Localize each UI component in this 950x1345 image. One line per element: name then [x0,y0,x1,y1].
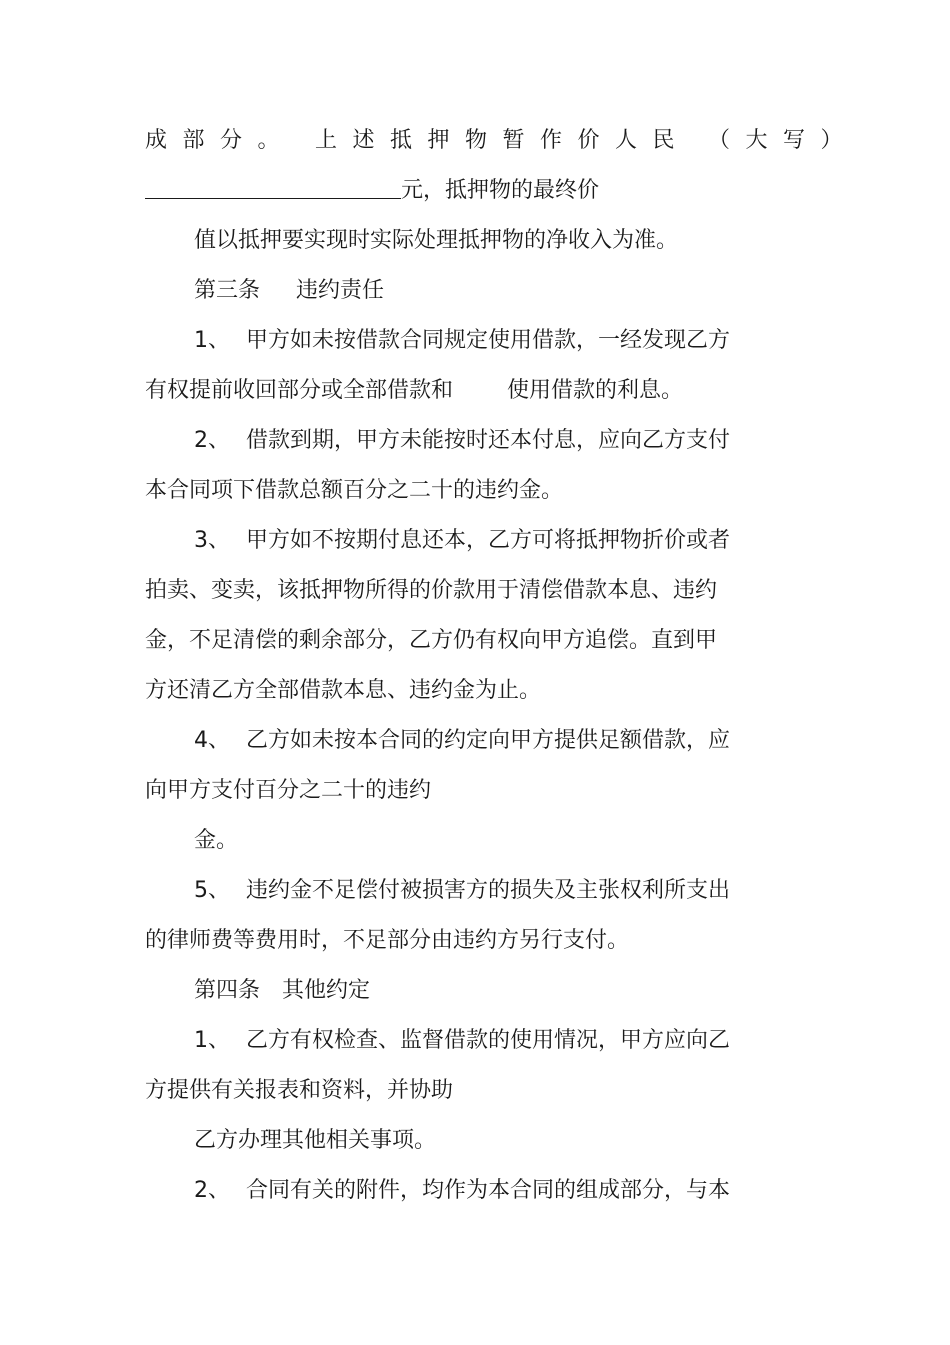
text-line-21 [194,1126,436,1156]
text-segment: 金，不足清偿的剩余部分，乙方仍有权向甲方追偿。直到甲 [145,628,718,653]
clause-4-1 [194,1026,730,1056]
text-line-1 [145,126,858,156]
clause-number: 3、 [194,528,230,553]
text-segment: 方还清乙方全部借款本息、违约金为止。 [145,678,542,703]
text-segment: 借款到期，甲方未能按时还本付息，应向乙方支付 [246,428,731,453]
clause-number: 1、 [194,328,230,353]
text-segment: 乙方有权检查、监督借款的使用情况，甲方应向乙 [246,1028,731,1053]
text-segment: 值以抵押要实现时实际处理抵押物的净收入为准。 [194,228,679,253]
clause-number: 4、 [194,728,230,753]
article-heading-3 [194,276,384,306]
text-segment: （大写） [708,128,859,153]
text-line-6 [145,376,683,406]
clause-number: 2、 [194,1178,230,1203]
clause-3-1 [194,326,730,356]
text-segment: 乙方如未按本合同的约定向甲方提供足额借款，应 [246,728,731,753]
text-segment: 元，抵押物的最终价 [401,178,600,203]
clause-3-3 [194,526,730,556]
article-heading-4 [194,976,370,1006]
amount-blank [145,178,401,199]
text-line-14 [145,776,431,806]
text-line-2 [145,176,599,206]
text-segment: 乙方办理其他相关事项。 [194,1128,437,1153]
article-title: 违约责任 [296,278,385,303]
text-line-3 [194,226,678,256]
article-number: 第三条 [194,278,261,303]
text-segment: 甲方如不按期付息还本，乙方可将抵押物折价或者 [246,528,731,553]
clause-number: 5、 [194,878,230,903]
article-title: 其他约定 [282,978,371,1003]
text-segment: 本合同项下借款总额百分之二十的违约金。 [145,478,564,503]
clause-3-5 [194,876,730,906]
text-segment: 使用借款的利息。 [507,378,684,403]
clause-number: 2、 [194,428,230,453]
article-number: 第四条 [194,978,261,1003]
clause-4-2 [194,1176,730,1206]
text-segment: 金。 [194,828,239,853]
text-segment: 拍卖、变卖，该抵押物所得的价款用于清偿借款本息、违约 [145,578,718,603]
text-segment: 有权提前收回部分或全部借款和 [145,378,454,403]
text-line-20 [145,1076,453,1106]
text-segment: 成部分。 [145,128,296,153]
text-line-17 [145,926,629,956]
text-segment: 向甲方支付百分之二十的违约 [145,778,432,803]
text-segment: 方提供有关报表和资料，并协助 [145,1078,454,1103]
text-segment: 的律师费等费用时，不足部分由违约方另行支付。 [145,928,630,953]
text-segment: 合同有关的附件，均作为本合同的组成部分，与本 [246,1178,731,1203]
text-segment: 甲方如未按借款合同规定使用借款，一经发现乙方 [246,328,731,353]
clause-number: 1、 [194,1028,230,1053]
text-line-8 [145,476,563,506]
text-line-10 [145,576,717,606]
clause-3-2 [194,426,730,456]
text-line-15 [194,826,238,856]
text-line-12 [145,676,541,706]
clause-3-4 [194,726,730,756]
text-segment: 上述抵押物暂作价人民 [315,128,691,153]
text-line-11 [145,626,717,656]
text-segment: 违约金不足偿付被损害方的损失及主张权利所支出 [246,878,731,903]
